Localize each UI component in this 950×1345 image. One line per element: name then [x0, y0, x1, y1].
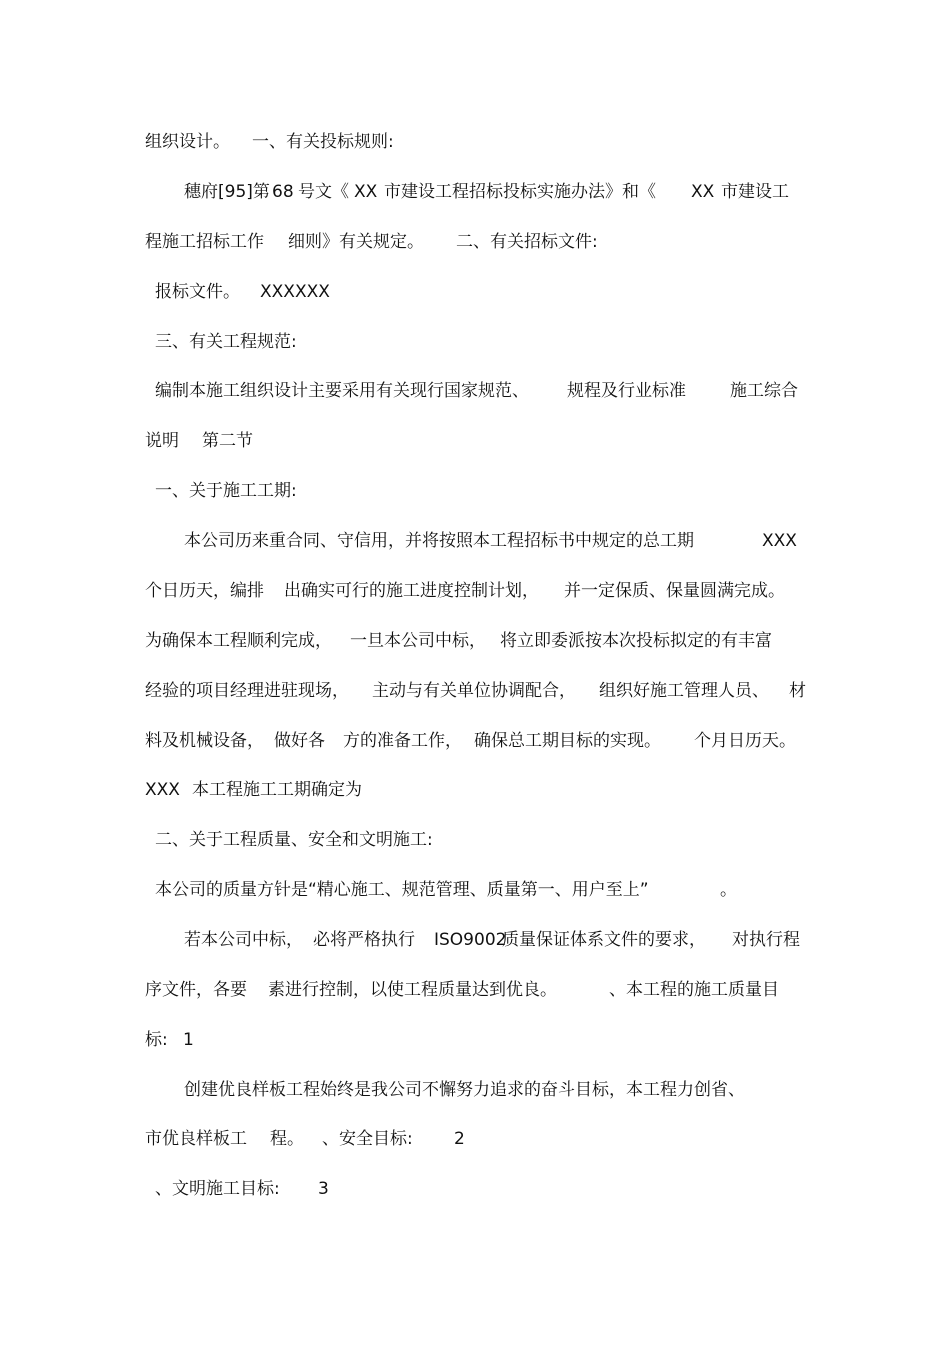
- text-line: [0, 1174, 950, 1204]
- text-line: [0, 227, 950, 257]
- text-segment: 组织设计。: [145, 132, 230, 152]
- text-segment: 组织好施工管理人员、: [599, 681, 769, 701]
- text-segment: 2: [454, 1129, 465, 1149]
- text-segment: 市建设工: [721, 182, 789, 202]
- text-line: [0, 127, 950, 157]
- text-segment: 本公司历来重合同、守信用，并将按照本工程招标书中规定的总工期: [184, 531, 694, 551]
- text-segment: 。: [720, 880, 737, 900]
- text-segment: 市优良样板工: [145, 1129, 247, 1149]
- text-segment: 方的准备工作，: [343, 731, 462, 751]
- text-line: [0, 1025, 950, 1055]
- section-heading: 二、关于工程质量、安全和文明施工:: [155, 830, 433, 850]
- text-segment: 一旦本公司中标，: [350, 631, 486, 651]
- section-heading: 一、关于施工工期:: [155, 481, 297, 501]
- section-heading: 第二节: [202, 431, 253, 451]
- text-segment: 做好各: [274, 731, 325, 751]
- text-segment: 、本工程的施工质量目: [609, 980, 779, 1000]
- text-line: [0, 277, 950, 307]
- text-segment: 报标文件。: [155, 282, 240, 302]
- text-segment: 3: [318, 1179, 329, 1199]
- text-segment: 素进行控制，以使工程质量达到优良。: [268, 980, 557, 1000]
- text-segment: 并一定保质、保量圆满完成。: [564, 581, 785, 601]
- text-segment: 、安全目标:: [322, 1129, 413, 1149]
- text-segment: 本工程施工工期确定为: [192, 780, 362, 800]
- section-heading: 三、有关工程规范:: [155, 332, 297, 352]
- text-line: [0, 327, 950, 357]
- text-segment: 出确实可行的施工进度控制计划，: [284, 581, 539, 601]
- text-segment: 市建设工程招标投标实施办法》和《: [384, 182, 656, 202]
- text-segment: ISO9002: [434, 930, 507, 950]
- text-line: [0, 676, 950, 706]
- text-segment: XXXXXX: [260, 282, 330, 302]
- text-segment: 、文明施工目标:: [155, 1179, 280, 1199]
- text-segment: XX: [691, 182, 715, 202]
- text-segment: 确保总工期目标的实现。: [474, 731, 661, 751]
- text-line: [0, 177, 950, 207]
- text-segment: 创建优良样板工程始终是我公司不懈努力追求的奋斗目标，本工程力创省、: [184, 1080, 745, 1100]
- text-segment: 必将严格执行: [313, 930, 415, 950]
- text-line: [0, 426, 950, 456]
- text-segment: XXX: [145, 780, 180, 800]
- text-segment: 材: [789, 681, 806, 701]
- text-line: [0, 975, 950, 1005]
- text-segment: 序文件，各要: [145, 980, 247, 1000]
- text-segment: 细则》有关规定。: [288, 232, 424, 252]
- text-segment: 将立即委派按本次投标拟定的有丰富: [500, 631, 772, 651]
- text-line: [0, 726, 950, 756]
- text-segment: 68: [272, 182, 294, 202]
- section-heading: 二、有关招标文件:: [456, 232, 598, 252]
- text-segment: 料及机械设备，: [145, 731, 264, 751]
- text-segment: XX: [354, 182, 378, 202]
- text-segment: 程。: [270, 1129, 304, 1149]
- text-line: [0, 875, 950, 905]
- text-segment: 对执行程: [732, 930, 800, 950]
- text-line: [0, 626, 950, 656]
- text-segment: 穗府[95]第: [184, 182, 270, 202]
- text-line: [0, 576, 950, 606]
- text-segment: 质量保证体系文件的要求，: [502, 930, 706, 950]
- text-segment: 程施工招标工作: [145, 232, 264, 252]
- text-line: [0, 1075, 950, 1105]
- text-line: [0, 925, 950, 955]
- text-segment: 若本公司中标，: [184, 930, 303, 950]
- text-segment: 标:: [145, 1030, 168, 1050]
- section-heading: 一、有关投标规则:: [252, 132, 394, 152]
- text-segment: 本公司的质量方针是“精心施工、规范管理、质量第一、用户至上”: [155, 880, 649, 900]
- text-line: [0, 775, 950, 805]
- text-segment: XXX: [762, 531, 797, 551]
- text-line: [0, 526, 950, 556]
- text-segment: 主动与有关单位协调配合，: [372, 681, 576, 701]
- text-line: [0, 376, 950, 406]
- text-line: [0, 476, 950, 506]
- text-segment: 个月日历天。: [694, 731, 796, 751]
- text-segment: 施工综合: [730, 381, 798, 401]
- text-line: [0, 825, 950, 855]
- text-segment: 1: [183, 1030, 194, 1050]
- text-line: [0, 1124, 950, 1154]
- text-segment: 号文《: [298, 182, 349, 202]
- text-segment: 说明: [145, 431, 179, 451]
- text-segment: 经验的项目经理进驻现场，: [145, 681, 349, 701]
- text-segment: 编制本施工组织设计主要采用有关现行国家规范、: [155, 381, 529, 401]
- text-segment: 个日历天，编排: [145, 581, 264, 601]
- text-segment: 为确保本工程顺利完成，: [145, 631, 332, 651]
- text-segment: 规程及行业标准: [567, 381, 686, 401]
